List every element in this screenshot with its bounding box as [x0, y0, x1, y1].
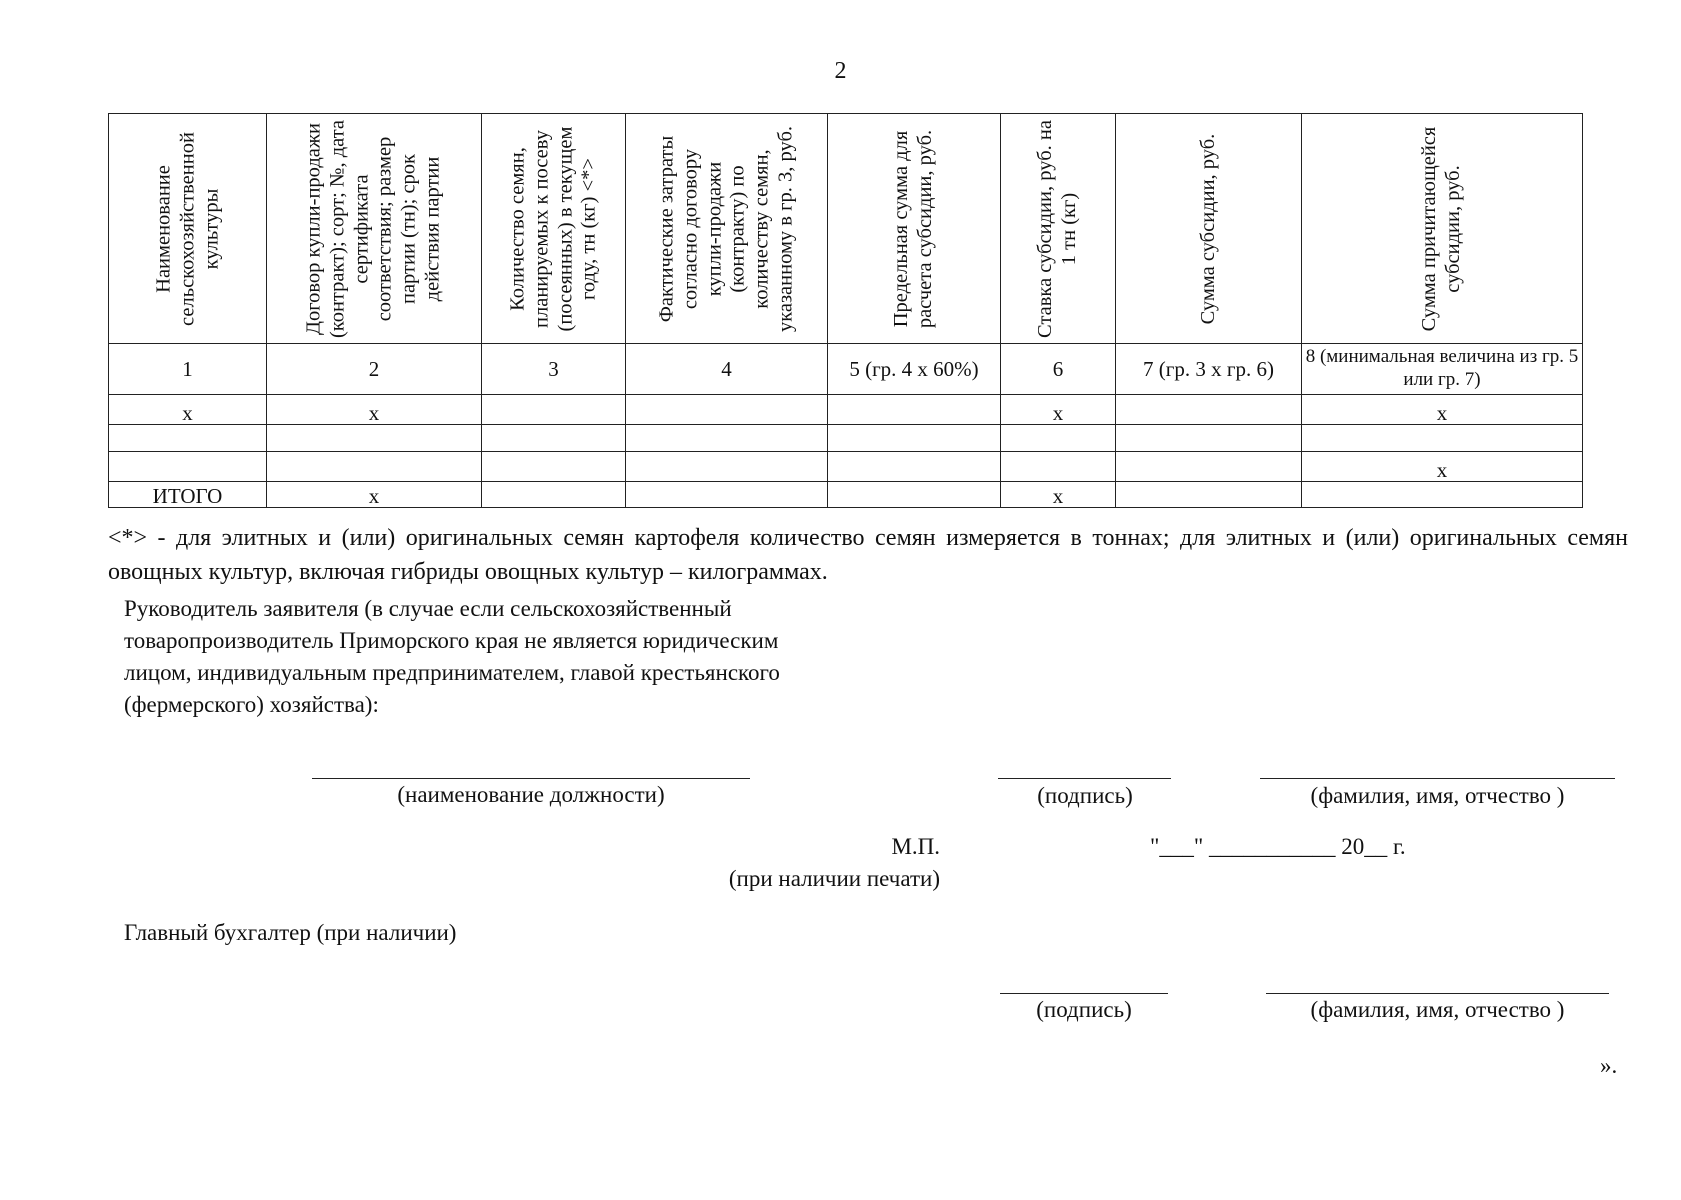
column-number: 2 — [267, 344, 482, 395]
table-cell: ИТОГО — [109, 482, 267, 508]
table-cell — [482, 482, 626, 508]
table-cell — [482, 395, 626, 425]
position-line — [312, 778, 750, 779]
signature-line — [998, 778, 1171, 779]
table-cell — [626, 425, 828, 452]
header-text: Ставка субсидии, руб. на 1 тн (кг) — [1034, 119, 1080, 338]
date-field: "___" ___________ 20__ г. — [1150, 834, 1406, 859]
table-cell — [1116, 425, 1302, 452]
header-cell — [267, 114, 482, 344]
header-cell — [1116, 114, 1302, 344]
position-caption: (наименование должности) — [397, 782, 665, 807]
table-cell — [828, 395, 1001, 425]
accountant-name-caption: (фамилия, имя, отчество ) — [1310, 997, 1565, 1022]
subsidy-table — [108, 113, 1583, 508]
header-text: Сумма причитающейся субсидии, руб. — [1418, 126, 1464, 331]
table-cell — [828, 452, 1001, 482]
header-cell — [482, 114, 626, 344]
column-number: 7 (гр. 3 x гр. 6) — [1116, 344, 1302, 395]
table-cell: x — [1001, 395, 1116, 425]
head-block-line: Руководитель заявителя (в случае если сельскохозяйственный — [124, 596, 732, 621]
head-block-line: (фермерского) хозяйства): — [124, 692, 379, 717]
table-row — [109, 452, 1583, 482]
accountant-label: Главный бухгалтер (при наличии) — [124, 920, 457, 945]
table-cell: x — [1302, 395, 1583, 425]
table-cell — [267, 452, 482, 482]
header-text: Сумма субсидии, руб. — [1196, 133, 1219, 324]
header-cell — [109, 114, 267, 344]
footnote: <*> - для элитных и (или) оригинальных семян картофеля количество семян измеряется в тоннах; для элитных и (или) оригинальных семян овощных культур, включая гибриды овощных культур – килограммах. — [108, 525, 1628, 585]
header-cell — [626, 114, 828, 344]
head-block — [124, 593, 780, 721]
table-cell: x — [267, 482, 482, 508]
table-row — [109, 395, 1583, 425]
header-text: Количество семян, планируемых к посеву (посеянных) в текущем году, тн (кг) <*> — [505, 126, 600, 331]
table-cell — [1001, 452, 1116, 482]
column-number: 3 — [482, 344, 626, 395]
page-number: 2 — [834, 58, 847, 84]
table-cell: x — [1001, 482, 1116, 508]
accountant-name-line — [1266, 993, 1609, 994]
table-cell: x — [267, 395, 482, 425]
header-text: Договор купли-продажи (контракт); сорт; №, дата сертификата соответствия; размер партии (тн); срок действия партии — [302, 119, 444, 338]
header-cell — [1302, 114, 1583, 344]
closing-mark: ». — [1600, 1053, 1618, 1078]
table-cell: x — [1302, 452, 1583, 482]
table-cell — [267, 425, 482, 452]
total-row — [109, 482, 1583, 508]
header-cell — [1001, 114, 1116, 344]
accountant-signature-caption: (подпись) — [1036, 997, 1132, 1022]
table-cell — [626, 395, 828, 425]
column-number: 5 (гр. 4 x 60%) — [828, 344, 1001, 395]
header-text: Наименование сельскохозяйственной культуры — [151, 131, 222, 326]
column-number: 8 (минимальная величина из гр. 5 или гр. 7) — [1302, 344, 1583, 395]
header-row — [109, 114, 1583, 344]
table-cell — [482, 425, 626, 452]
column-number: 6 — [1001, 344, 1116, 395]
table-cell — [626, 452, 828, 482]
table-cell — [109, 425, 267, 452]
column-number: 4 — [626, 344, 828, 395]
table-cell — [828, 425, 1001, 452]
column-number: 1 — [109, 344, 267, 395]
table-cell: x — [109, 395, 267, 425]
column-number-row — [109, 344, 1583, 395]
name-caption: (фамилия, имя, отчество ) — [1310, 783, 1565, 808]
header-cell — [828, 114, 1001, 344]
table-cell — [1116, 482, 1302, 508]
table-cell — [1001, 425, 1116, 452]
table-cell — [1116, 452, 1302, 482]
signature-caption: (подпись) — [1037, 783, 1133, 808]
accountant-signature-line — [1000, 993, 1168, 994]
head-block-line: товаропроизводитель Приморского края не является юридическим — [124, 628, 779, 653]
table-cell — [109, 452, 267, 482]
header-text: Фактические затраты согласно договору купли-продажи (контракту) по количеству семян, указанному в гр. 3, руб. — [655, 125, 797, 332]
table-cell — [626, 482, 828, 508]
table-cell — [1302, 425, 1583, 452]
table-cell — [1302, 482, 1583, 508]
stamp-label: М.П. — [891, 834, 940, 859]
header-text: Предельная сумма для расчета субсидии, руб. — [890, 129, 936, 328]
table-cell — [828, 482, 1001, 508]
table-row — [109, 425, 1583, 452]
name-line — [1260, 778, 1615, 779]
table-cell — [482, 452, 626, 482]
head-block-line: лицом, индивидуальным предпринимателем, главой крестьянского — [124, 660, 780, 685]
table-cell — [1116, 395, 1302, 425]
stamp-caption: (при наличии печати) — [728, 866, 940, 891]
